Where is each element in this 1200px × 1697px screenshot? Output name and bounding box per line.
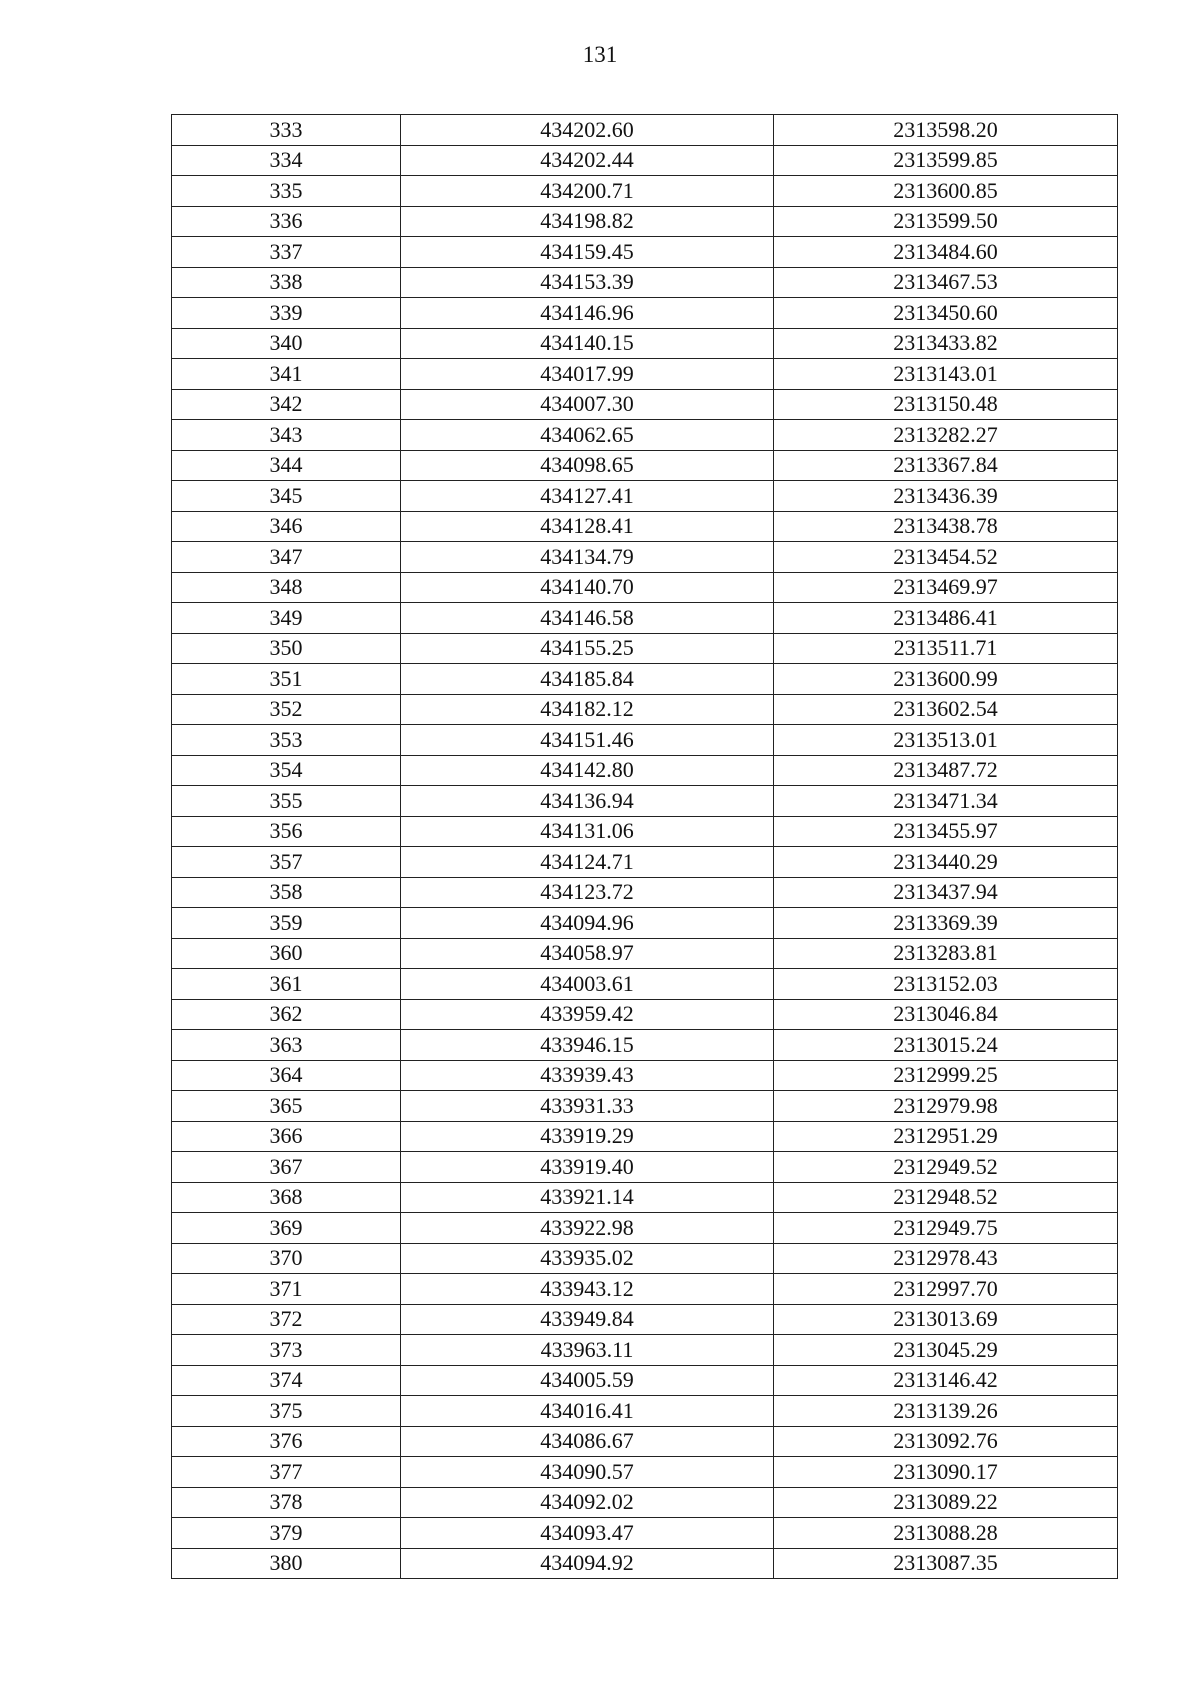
table-row [172, 908, 1118, 939]
point-number-cell: 357 [172, 847, 401, 878]
x-coordinate-cell: 433939.43 [401, 1060, 774, 1091]
x-coordinate-cell: 434200.71 [401, 176, 774, 207]
x-coordinate-cell: 434127.41 [401, 481, 774, 512]
table-row [172, 755, 1118, 786]
y-coordinate-cell: 2313437.94 [774, 877, 1118, 908]
table-row [172, 816, 1118, 847]
y-coordinate-cell: 2313469.97 [774, 572, 1118, 603]
table-row [172, 1487, 1118, 1518]
y-coordinate-cell: 2313015.24 [774, 1030, 1118, 1061]
table-row [172, 1152, 1118, 1183]
point-number-cell: 343 [172, 420, 401, 451]
table-row [172, 359, 1118, 390]
y-coordinate-cell: 2313087.35 [774, 1548, 1118, 1579]
table-row [172, 511, 1118, 542]
point-number-cell: 344 [172, 450, 401, 481]
point-number-cell: 351 [172, 664, 401, 695]
table-row [172, 1457, 1118, 1488]
table-row [172, 969, 1118, 1000]
x-coordinate-cell: 434140.15 [401, 328, 774, 359]
x-coordinate-cell: 433922.98 [401, 1213, 774, 1244]
table-row [172, 847, 1118, 878]
point-number-cell: 340 [172, 328, 401, 359]
x-coordinate-cell: 434134.79 [401, 542, 774, 573]
x-coordinate-cell: 433919.40 [401, 1152, 774, 1183]
x-coordinate-cell: 434136.94 [401, 786, 774, 817]
point-number-cell: 353 [172, 725, 401, 756]
y-coordinate-cell: 2313282.27 [774, 420, 1118, 451]
x-coordinate-cell: 434092.02 [401, 1487, 774, 1518]
point-number-cell: 374 [172, 1365, 401, 1396]
x-coordinate-cell: 434142.80 [401, 755, 774, 786]
y-coordinate-cell: 2313045.29 [774, 1335, 1118, 1366]
table-row [172, 328, 1118, 359]
y-coordinate-cell: 2312997.70 [774, 1274, 1118, 1305]
x-coordinate-cell: 434128.41 [401, 511, 774, 542]
x-coordinate-cell: 434058.97 [401, 938, 774, 969]
point-number-cell: 371 [172, 1274, 401, 1305]
y-coordinate-cell: 2313438.78 [774, 511, 1118, 542]
table-row [172, 1213, 1118, 1244]
x-coordinate-cell: 434086.67 [401, 1426, 774, 1457]
table-row [172, 1365, 1118, 1396]
x-coordinate-cell: 434198.82 [401, 206, 774, 237]
x-coordinate-cell: 433946.15 [401, 1030, 774, 1061]
point-number-cell: 342 [172, 389, 401, 420]
point-number-cell: 355 [172, 786, 401, 817]
point-number-cell: 376 [172, 1426, 401, 1457]
point-number-cell: 379 [172, 1518, 401, 1549]
point-number-cell: 349 [172, 603, 401, 634]
table-row [172, 267, 1118, 298]
page-number: 131 [582, 42, 618, 67]
table-row [172, 1274, 1118, 1305]
table-row [172, 1091, 1118, 1122]
point-number-cell: 362 [172, 999, 401, 1030]
point-number-cell: 338 [172, 267, 401, 298]
point-number-cell: 350 [172, 633, 401, 664]
x-coordinate-cell: 434185.84 [401, 664, 774, 695]
y-coordinate-cell: 2313283.81 [774, 938, 1118, 969]
point-number-cell: 337 [172, 237, 401, 268]
x-coordinate-cell: 434182.12 [401, 694, 774, 725]
table-row [172, 176, 1118, 207]
point-number-cell: 356 [172, 816, 401, 847]
x-coordinate-cell: 433943.12 [401, 1274, 774, 1305]
y-coordinate-cell: 2313089.22 [774, 1487, 1118, 1518]
y-coordinate-cell: 2312978.43 [774, 1243, 1118, 1274]
x-coordinate-cell: 433931.33 [401, 1091, 774, 1122]
table-row [172, 999, 1118, 1030]
table-row [172, 542, 1118, 573]
y-coordinate-cell: 2313600.85 [774, 176, 1118, 207]
x-coordinate-cell: 434202.60 [401, 115, 774, 146]
x-coordinate-cell: 434093.47 [401, 1518, 774, 1549]
point-number-cell: 341 [172, 359, 401, 390]
y-coordinate-cell: 2313369.39 [774, 908, 1118, 939]
x-coordinate-cell: 434090.57 [401, 1457, 774, 1488]
point-number-cell: 335 [172, 176, 401, 207]
x-coordinate-cell: 434155.25 [401, 633, 774, 664]
point-number-cell: 380 [172, 1548, 401, 1579]
y-coordinate-cell: 2313092.76 [774, 1426, 1118, 1457]
point-number-cell: 366 [172, 1121, 401, 1152]
table-row [172, 938, 1118, 969]
point-number-cell: 354 [172, 755, 401, 786]
point-number-cell: 373 [172, 1335, 401, 1366]
table-row [172, 237, 1118, 268]
table-row [172, 725, 1118, 756]
point-number-cell: 365 [172, 1091, 401, 1122]
y-coordinate-cell: 2313513.01 [774, 725, 1118, 756]
table-row [172, 481, 1118, 512]
y-coordinate-cell: 2313367.84 [774, 450, 1118, 481]
x-coordinate-cell: 433959.42 [401, 999, 774, 1030]
y-coordinate-cell: 2313013.69 [774, 1304, 1118, 1335]
point-number-cell: 360 [172, 938, 401, 969]
point-number-cell: 368 [172, 1182, 401, 1213]
y-coordinate-cell: 2313486.41 [774, 603, 1118, 634]
y-coordinate-cell: 2313598.20 [774, 115, 1118, 146]
point-number-cell: 359 [172, 908, 401, 939]
y-coordinate-cell: 2313088.28 [774, 1518, 1118, 1549]
x-coordinate-cell: 434131.06 [401, 816, 774, 847]
table-row [172, 603, 1118, 634]
x-coordinate-cell: 433921.14 [401, 1182, 774, 1213]
y-coordinate-cell: 2313600.99 [774, 664, 1118, 695]
y-coordinate-cell: 2313454.52 [774, 542, 1118, 573]
x-coordinate-cell: 434146.58 [401, 603, 774, 634]
x-coordinate-cell: 434005.59 [401, 1365, 774, 1396]
y-coordinate-cell: 2313484.60 [774, 237, 1118, 268]
y-coordinate-cell: 2312951.29 [774, 1121, 1118, 1152]
table-row [172, 1030, 1118, 1061]
table-row [172, 1518, 1118, 1549]
point-number-cell: 372 [172, 1304, 401, 1335]
y-coordinate-cell: 2313450.60 [774, 298, 1118, 329]
y-coordinate-cell: 2313046.84 [774, 999, 1118, 1030]
point-number-cell: 339 [172, 298, 401, 329]
y-coordinate-cell: 2313146.42 [774, 1365, 1118, 1396]
point-number-cell: 364 [172, 1060, 401, 1091]
x-coordinate-cell: 434094.92 [401, 1548, 774, 1579]
y-coordinate-cell: 2313471.34 [774, 786, 1118, 817]
point-number-cell: 370 [172, 1243, 401, 1274]
y-coordinate-cell: 2312999.25 [774, 1060, 1118, 1091]
y-coordinate-cell: 2313602.54 [774, 694, 1118, 725]
table-row [172, 115, 1118, 146]
y-coordinate-cell: 2313150.48 [774, 389, 1118, 420]
y-coordinate-cell: 2313599.85 [774, 145, 1118, 176]
x-coordinate-cell: 434098.65 [401, 450, 774, 481]
y-coordinate-cell: 2313467.53 [774, 267, 1118, 298]
table-row [172, 1548, 1118, 1579]
y-coordinate-cell: 2312949.75 [774, 1213, 1118, 1244]
x-coordinate-cell: 434003.61 [401, 969, 774, 1000]
point-number-cell: 336 [172, 206, 401, 237]
coordinate-table-body [172, 115, 1118, 1579]
x-coordinate-cell: 433935.02 [401, 1243, 774, 1274]
x-coordinate-cell: 434151.46 [401, 725, 774, 756]
x-coordinate-cell: 433949.84 [401, 1304, 774, 1335]
point-number-cell: 363 [172, 1030, 401, 1061]
point-number-cell: 346 [172, 511, 401, 542]
x-coordinate-cell: 434153.39 [401, 267, 774, 298]
x-coordinate-cell: 434202.44 [401, 145, 774, 176]
y-coordinate-cell: 2313599.50 [774, 206, 1118, 237]
x-coordinate-cell: 433963.11 [401, 1335, 774, 1366]
table-row [172, 664, 1118, 695]
point-number-cell: 334 [172, 145, 401, 176]
table-row [172, 694, 1118, 725]
y-coordinate-cell: 2313143.01 [774, 359, 1118, 390]
y-coordinate-cell: 2313455.97 [774, 816, 1118, 847]
y-coordinate-cell: 2313139.26 [774, 1396, 1118, 1427]
y-coordinate-cell: 2313436.39 [774, 481, 1118, 512]
point-number-cell: 361 [172, 969, 401, 1000]
table-row [172, 298, 1118, 329]
x-coordinate-cell: 434159.45 [401, 237, 774, 268]
x-coordinate-cell: 434007.30 [401, 389, 774, 420]
x-coordinate-cell: 434146.96 [401, 298, 774, 329]
point-number-cell: 378 [172, 1487, 401, 1518]
point-number-cell: 333 [172, 115, 401, 146]
table-row [172, 450, 1118, 481]
table-row [172, 1426, 1118, 1457]
table-row [172, 572, 1118, 603]
y-coordinate-cell: 2313152.03 [774, 969, 1118, 1000]
y-coordinate-cell: 2313440.29 [774, 847, 1118, 878]
point-number-cell: 377 [172, 1457, 401, 1488]
table-row [172, 1060, 1118, 1091]
coordinate-table [171, 114, 1118, 1579]
y-coordinate-cell: 2313090.17 [774, 1457, 1118, 1488]
x-coordinate-cell: 434123.72 [401, 877, 774, 908]
x-coordinate-cell: 434062.65 [401, 420, 774, 451]
point-number-cell: 345 [172, 481, 401, 512]
x-coordinate-cell: 433919.29 [401, 1121, 774, 1152]
x-coordinate-cell: 434124.71 [401, 847, 774, 878]
point-number-cell: 347 [172, 542, 401, 573]
x-coordinate-cell: 434016.41 [401, 1396, 774, 1427]
table-row [172, 420, 1118, 451]
table-row [172, 389, 1118, 420]
point-number-cell: 375 [172, 1396, 401, 1427]
y-coordinate-cell: 2312979.98 [774, 1091, 1118, 1122]
table-row [172, 1335, 1118, 1366]
y-coordinate-cell: 2313511.71 [774, 633, 1118, 664]
x-coordinate-cell: 434017.99 [401, 359, 774, 390]
table-row [172, 145, 1118, 176]
y-coordinate-cell: 2312949.52 [774, 1152, 1118, 1183]
y-coordinate-cell: 2312948.52 [774, 1182, 1118, 1213]
point-number-cell: 367 [172, 1152, 401, 1183]
table-row [172, 786, 1118, 817]
point-number-cell: 369 [172, 1213, 401, 1244]
table-row [172, 1121, 1118, 1152]
point-number-cell: 352 [172, 694, 401, 725]
point-number-cell: 348 [172, 572, 401, 603]
y-coordinate-cell: 2313487.72 [774, 755, 1118, 786]
table-row [172, 1243, 1118, 1274]
table-row [172, 1304, 1118, 1335]
table-row [172, 1396, 1118, 1427]
table-row [172, 877, 1118, 908]
table-row [172, 633, 1118, 664]
y-coordinate-cell: 2313433.82 [774, 328, 1118, 359]
table-row [172, 1182, 1118, 1213]
x-coordinate-cell: 434094.96 [401, 908, 774, 939]
point-number-cell: 358 [172, 877, 401, 908]
x-coordinate-cell: 434140.70 [401, 572, 774, 603]
table-row [172, 206, 1118, 237]
